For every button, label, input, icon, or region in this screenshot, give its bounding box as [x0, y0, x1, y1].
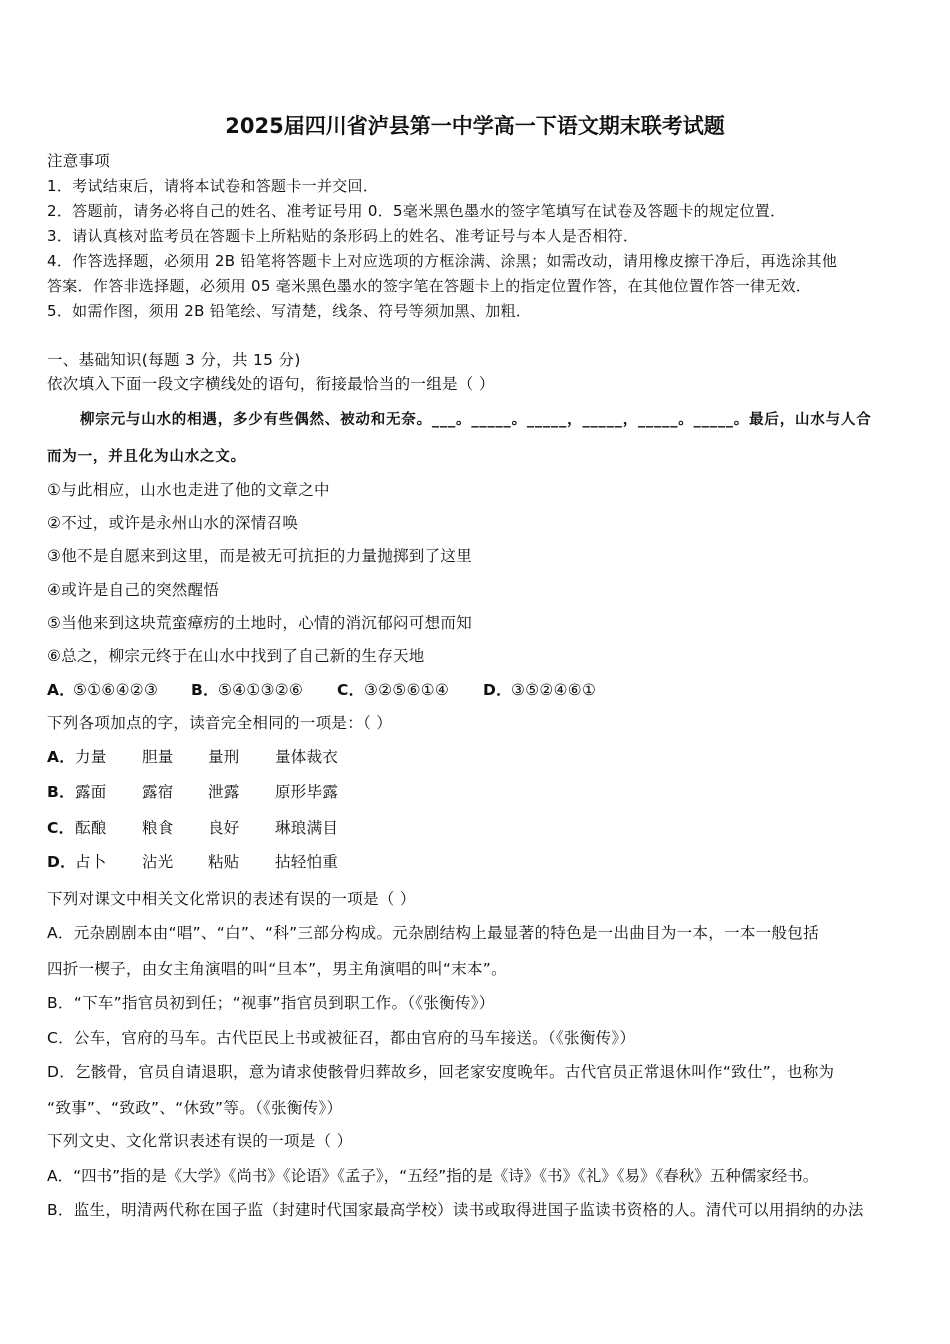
option-label: A．	[47, 681, 76, 699]
notice-item: 3．请认真核对监考员在答题卡上所粘贴的条形码上的姓名、准考证号与本人是否相符．	[47, 227, 639, 245]
option-line: A．元杂剧剧本由“唱”、“白”、“科”三部分构成。元杂剧结构上最显著的特色是一出曲目为一本，一本一般包括	[47, 924, 819, 942]
sentence-item: ①与此相应，山水也走进了他的文章之中	[47, 481, 330, 499]
option-label: B．	[191, 681, 219, 699]
option-line: B．监生，明清两代称在国子监（封建时代国家最高学校）读书或取得进国子监读书资格的人。清代可以用捐纳的办法	[47, 1201, 864, 1219]
option-line: 四折一楔子，由女主角演唱的叫“旦本”，男主角演唱的叫“末本”。	[47, 960, 507, 978]
sentence-item: ⑤当他来到这块荒蛮瘴疠的土地时，心情的消沉郁闷可想而知	[47, 614, 472, 632]
passage-line: 柳宗元与山水的相遇，多少有些偶然、被动和无奈。___。_____。_____，_____，_____。_____。最后，山水与人合	[80, 411, 872, 428]
notice-heading: 注意事项	[47, 152, 111, 170]
option-word: 沾光	[142, 853, 174, 871]
option-text: ③⑤②④⑥①	[511, 681, 597, 699]
sentence-item: ③他不是自愿来到这里，而是被无可抗拒的力量抛掷到了这里	[47, 547, 472, 565]
notice-item: 5．如需作图，须用 2B 铅笔绘、写清楚，线条、符号等须加黑、加粗．	[47, 302, 532, 320]
question-stem: 下列文史、文化常识表述有误的一项是（ ）	[47, 1132, 353, 1150]
option-line: D．乞骸骨，官员自请退职，意为请求使骸骨归葬故乡，回老家安度晚年。古代官员正常退休叫作“致仕”，也称为	[47, 1063, 835, 1081]
option-label: C．	[47, 819, 75, 837]
option-text: ③②⑤⑥①④	[364, 681, 450, 699]
sentence-item: ⑥总之，柳宗元终于在山水中找到了自己新的生存天地	[47, 647, 425, 665]
option-label: A．	[47, 748, 76, 766]
option-word: 露面	[75, 783, 107, 801]
option-word: 琳琅满目	[275, 819, 339, 837]
option-word: 力量	[75, 748, 107, 766]
passage-line: 而为一，并且化为山水之文。	[47, 448, 246, 465]
notice-item: 4．作答选择题，必须用 2B 铅笔将答题卡上对应选项的方框涂满、涂黑；如需改动，请用橡皮擦干净后，再选涂其他	[47, 252, 838, 270]
option-text: ⑤①⑥④②③	[73, 681, 159, 699]
option-line: C．公车，官府的马车。古代臣民上书或被征召，都由官府的马车接送。（《张衡传》）	[47, 1029, 636, 1047]
option-label: B．	[47, 783, 75, 801]
question-stem: 依次填入下面一段文字横线处的语句，衔接最恰当的一组是（ ）	[47, 375, 495, 393]
option-word: 胆量	[142, 748, 174, 766]
option-label: D．	[47, 853, 76, 871]
option-word: 泄露	[208, 783, 240, 801]
option-word: 露宿	[142, 783, 174, 801]
option-word: 量体裁衣	[275, 748, 339, 766]
page-title: 2025届四川省泸县第一中学高一下语文期末联考试题	[225, 114, 725, 138]
notice-item: 2．答题前，请务必将自己的姓名、准考证号用 0．5毫米黑色墨水的签字笔填写在试卷及答题卡的规定位置．	[47, 202, 786, 220]
notice-item: 答案．作答非选择题，必须用 05 毫米黑色墨水的签字笔在答题卡上的指定位置作答，在其他位置作答一律无效．	[47, 277, 812, 295]
notice-item: 1．考试结束后，请将本试卷和答题卡一并交回．	[47, 177, 379, 195]
option-word: 粮食	[142, 819, 174, 837]
sentence-item: ④或许是自己的突然醒悟	[47, 581, 220, 599]
option-line: A．“四书”指的是《大学》《尚书》《论语》《孟子》，“五经”指的是《诗》《书》《礼》《易》《春秋》五种儒家经书。	[47, 1167, 819, 1185]
question-stem: 下列对课文中相关文化常识的表述有误的一项是（ ）	[47, 890, 416, 908]
question-stem: 下列各项加点的字，读音完全相同的一项是：（ ）	[47, 714, 393, 732]
option-word: 拈轻怕重	[275, 853, 339, 871]
option-word: 良好	[208, 819, 240, 837]
section-heading: 一、基础知识(每题 3 分，共 15 分)	[47, 351, 301, 369]
option-word: 粘贴	[208, 853, 240, 871]
option-label: D．	[483, 681, 512, 699]
option-word: 酝酿	[75, 819, 107, 837]
option-word: 量刑	[208, 748, 240, 766]
option-line: “致事”、“致政”、“休致”等。（《张衡传》）	[47, 1099, 343, 1117]
option-line: B．“下车”指官员初到任；“视事”指官员到职工作。（《张衡传》）	[47, 994, 495, 1012]
option-word: 原形毕露	[275, 783, 339, 801]
option-word: 占卜	[75, 853, 107, 871]
option-text: ⑤④①③②⑥	[218, 681, 304, 699]
sentence-item: ②不过，或许是永州山水的深情召唤	[47, 514, 299, 532]
option-label: C．	[337, 681, 365, 699]
